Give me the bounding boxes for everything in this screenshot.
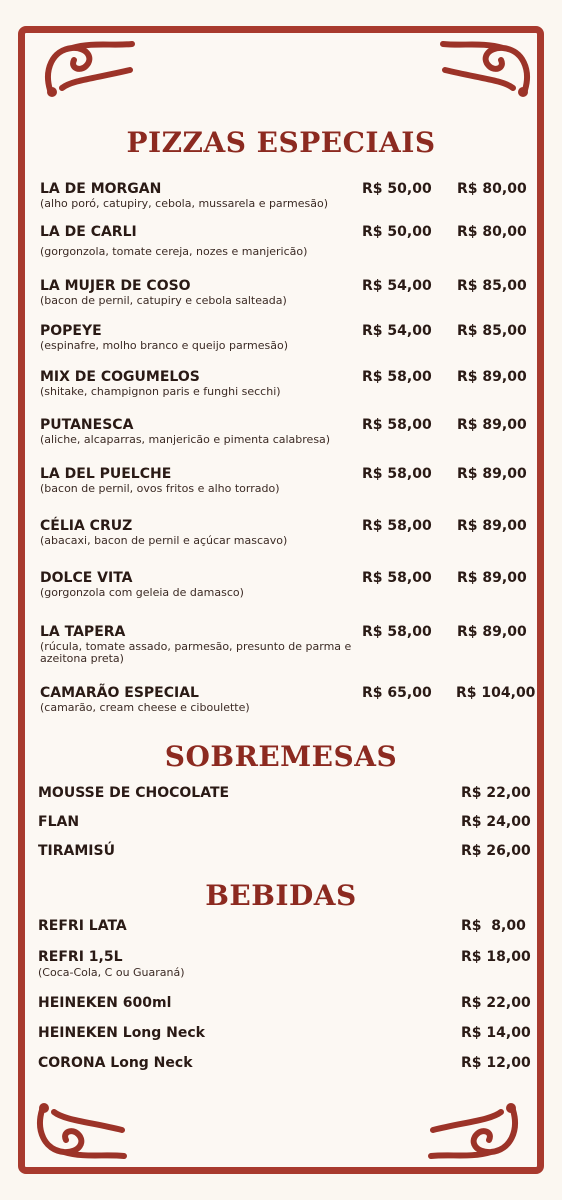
item-name: TIRAMISÚ	[38, 843, 115, 859]
ornament-top-left-icon	[42, 40, 137, 100]
price-large: R$ 89,00	[457, 417, 527, 433]
item-description: (espinafre, molho branco e queijo parmesão)	[40, 339, 288, 352]
item-description: (gorgonzola com geleia de damasco)	[40, 586, 244, 599]
item-price: R$ 14,00	[461, 1025, 531, 1041]
item-name: LA MUJER DE COSO	[40, 278, 191, 294]
ornament-bottom-right-icon	[426, 1100, 521, 1160]
price-medium: R$ 58,00	[362, 369, 432, 385]
price-medium: R$ 58,00	[362, 518, 432, 534]
price-large: R$ 89,00	[457, 624, 527, 640]
item-name: CORONA Long Neck	[38, 1055, 193, 1071]
price-medium: R$ 54,00	[362, 323, 432, 339]
item-name: LA DEL PUELCHE	[40, 466, 172, 482]
item-price: R$ 24,00	[461, 814, 531, 830]
section-title-desserts: SOBREMESAS	[164, 740, 398, 773]
price-medium: R$ 50,00	[362, 181, 432, 197]
item-name: LA DE MORGAN	[40, 181, 162, 197]
item-name: CAMARÃO ESPECIAL	[40, 685, 199, 701]
item-name: MOUSSE DE CHOCOLATE	[38, 785, 230, 801]
price-large: R$ 80,00	[457, 224, 527, 240]
price-medium: R$ 54,00	[362, 278, 432, 294]
item-name: HEINEKEN 600ml	[38, 995, 172, 1011]
item-price: R$ 18,00	[461, 949, 531, 965]
price-medium: R$ 50,00	[362, 224, 432, 240]
item-name: HEINEKEN Long Neck	[38, 1025, 205, 1041]
item-description: (shitake, champignon paris e funghi secchi)	[40, 385, 281, 398]
price-medium: R$ 58,00	[362, 624, 432, 640]
item-name: LA TAPERA	[40, 624, 126, 640]
item-price: R$ 22,00	[461, 785, 531, 801]
item-name: FLAN	[38, 814, 80, 830]
item-name: POPEYE	[40, 323, 102, 339]
price-medium: R$ 58,00	[362, 466, 432, 482]
item-price: R$ 8,00	[461, 918, 526, 934]
price-large: R$ 89,00	[457, 570, 527, 586]
item-description: (bacon de pernil, ovos fritos e alho torrado)	[40, 482, 280, 495]
item-description: (camarão, cream cheese e ciboulette)	[40, 701, 250, 714]
item-description: (gorgonzola, tomate cereja, nozes e manjericão)	[40, 245, 308, 258]
item-name: DOLCE VITA	[40, 570, 133, 586]
item-name: PUTANESCA	[40, 417, 134, 433]
price-medium: R$ 58,00	[362, 417, 432, 433]
item-description: (Coca-Cola, C ou Guaraná)	[38, 966, 185, 979]
ornament-top-right-icon	[438, 40, 533, 100]
item-description: (bacon de pernil, catupiry e cebola salteada)	[40, 294, 287, 307]
price-medium: R$ 58,00	[362, 570, 432, 586]
item-description: (rúcula, tomate assado, parmesão, presunto de parma e azeitona preta)	[40, 640, 352, 665]
price-large: R$ 89,00	[457, 518, 527, 534]
price-large: R$ 85,00	[457, 278, 527, 294]
price-large: R$ 89,00	[457, 466, 527, 482]
price-medium: R$ 65,00	[362, 685, 432, 701]
ornament-bottom-left-icon	[34, 1100, 129, 1160]
price-large: R$ 85,00	[457, 323, 527, 339]
price-large: R$ 104,00	[456, 685, 536, 701]
item-price: R$ 22,00	[461, 995, 531, 1011]
section-title-pizzas: PIZZAS ESPECIAIS	[126, 126, 436, 159]
item-name: MIX DE COGUMELOS	[40, 369, 200, 385]
item-price: R$ 26,00	[461, 843, 531, 859]
item-name: LA DE CARLI	[40, 224, 137, 240]
item-description: (aliche, alcaparras, manjericão e pimenta calabresa)	[40, 433, 331, 446]
item-price: R$ 12,00	[461, 1055, 531, 1071]
price-large: R$ 89,00	[457, 369, 527, 385]
section-title-drinks: BEBIDAS	[205, 879, 357, 912]
item-description: (abacaxi, bacon de pernil e açúcar mascavo)	[40, 534, 288, 547]
item-name: CÉLIA CRUZ	[40, 518, 133, 534]
item-name: REFRI 1,5L	[38, 949, 123, 965]
item-name: REFRI LATA	[38, 918, 127, 934]
price-large: R$ 80,00	[457, 181, 527, 197]
item-description: (alho poró, catupiry, cebola, mussarela e parmesão)	[40, 197, 328, 210]
